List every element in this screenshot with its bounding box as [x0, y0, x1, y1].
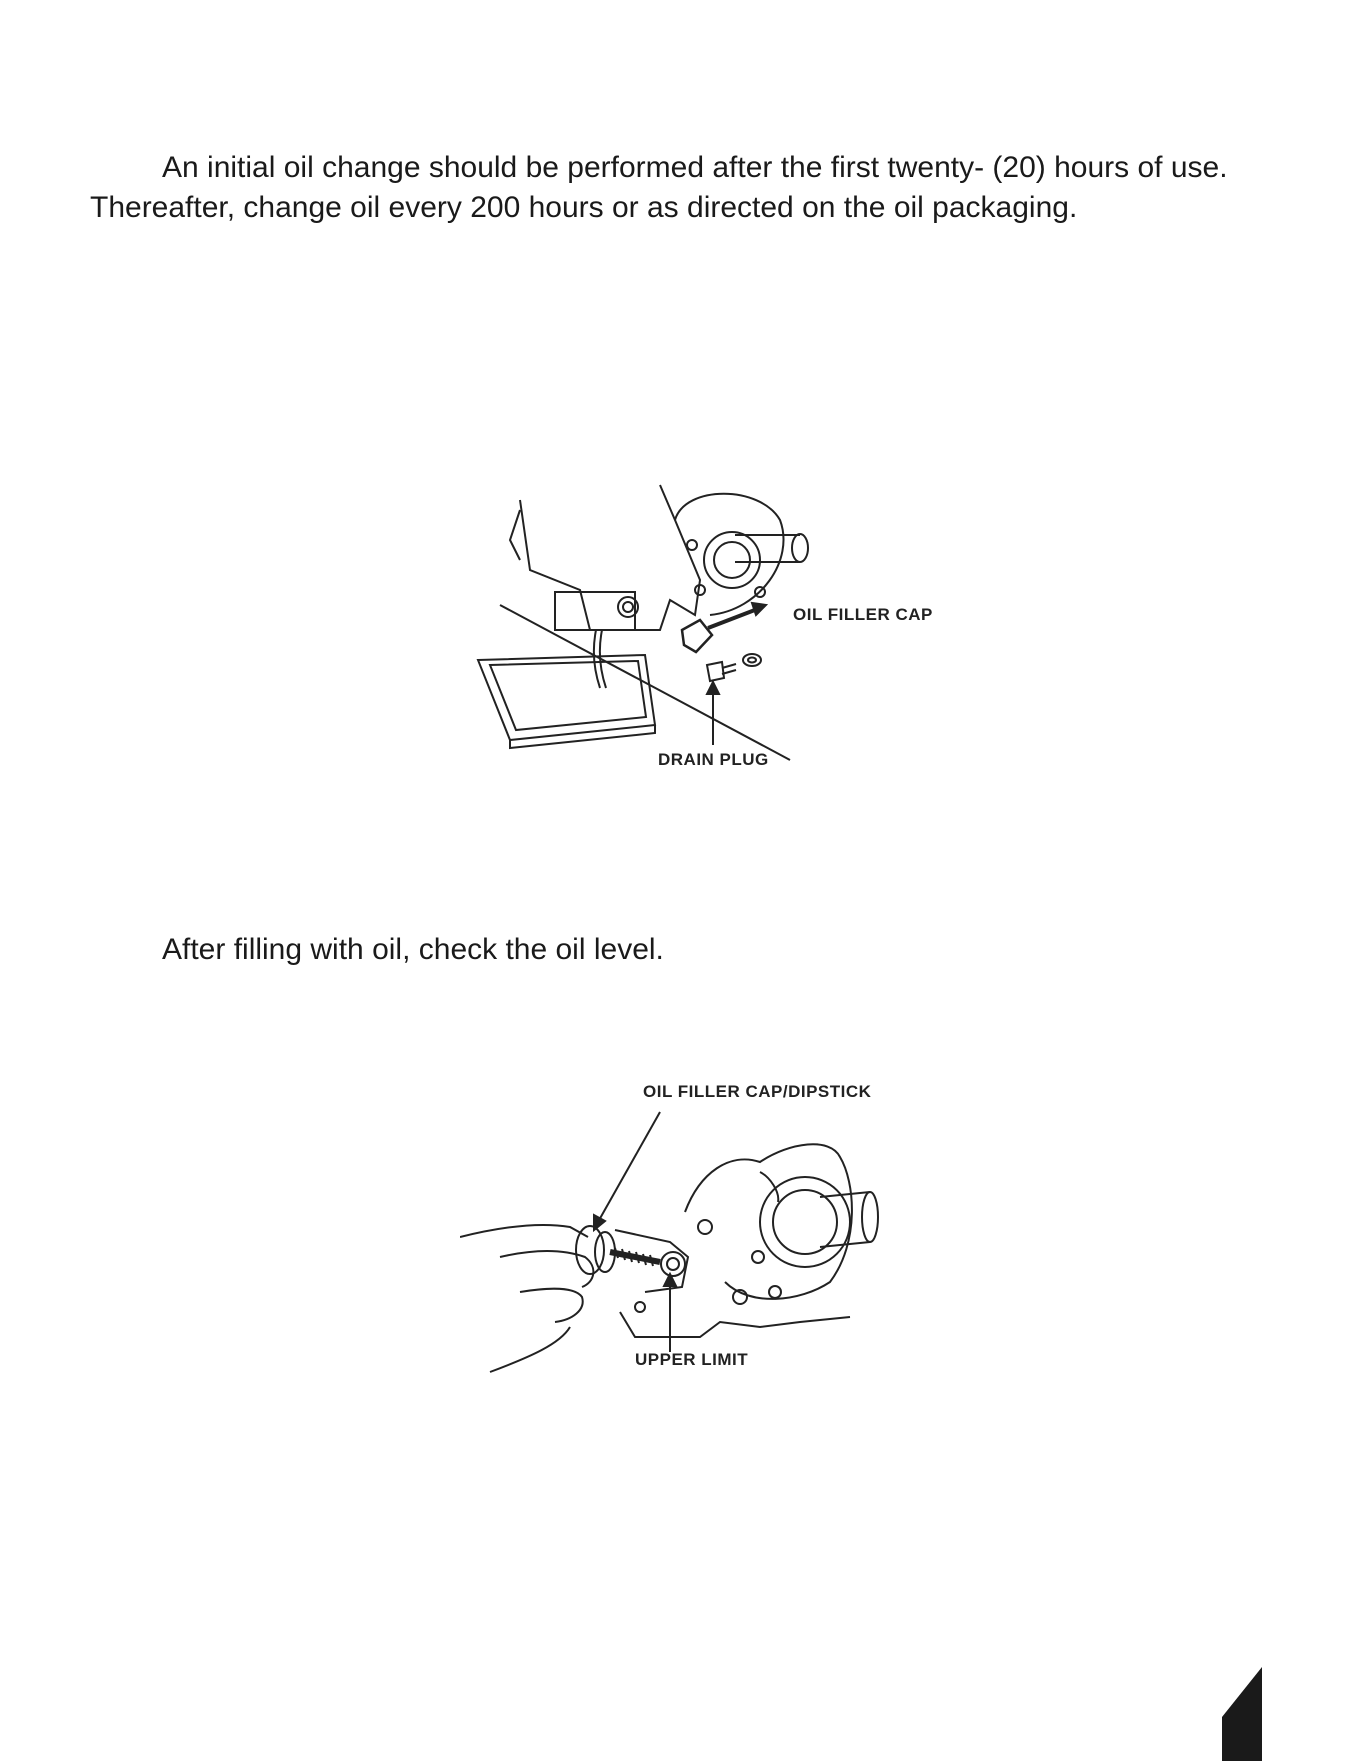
dipstick-check-illustration: [460, 1082, 920, 1394]
oil-change-paragraph: [90, 148, 1270, 228]
dipstick-figure: [460, 1082, 920, 1394]
page-corner-tab: [1222, 1667, 1262, 1761]
oil-change-text: An initial oil change should be performed after the first twenty- (20) hours of use. Thereafter, change oil every 200 hours or as directed on the oil packaging.: [90, 151, 1228, 224]
engine-drain-illustration: [460, 480, 940, 780]
oil-filler-cap-label: OIL FILLER CAP: [793, 605, 933, 624]
check-level-paragraph: [90, 930, 1270, 970]
upper-limit-label: UPPER LIMIT: [635, 1350, 749, 1369]
drain-oil-figure: [460, 480, 940, 780]
check-level-text: After filling with oil, check the oil level.: [162, 933, 664, 966]
drain-plug-label: DRAIN PLUG: [658, 750, 769, 769]
dipstick-label: OIL FILLER CAP/DIPSTICK: [643, 1082, 872, 1101]
